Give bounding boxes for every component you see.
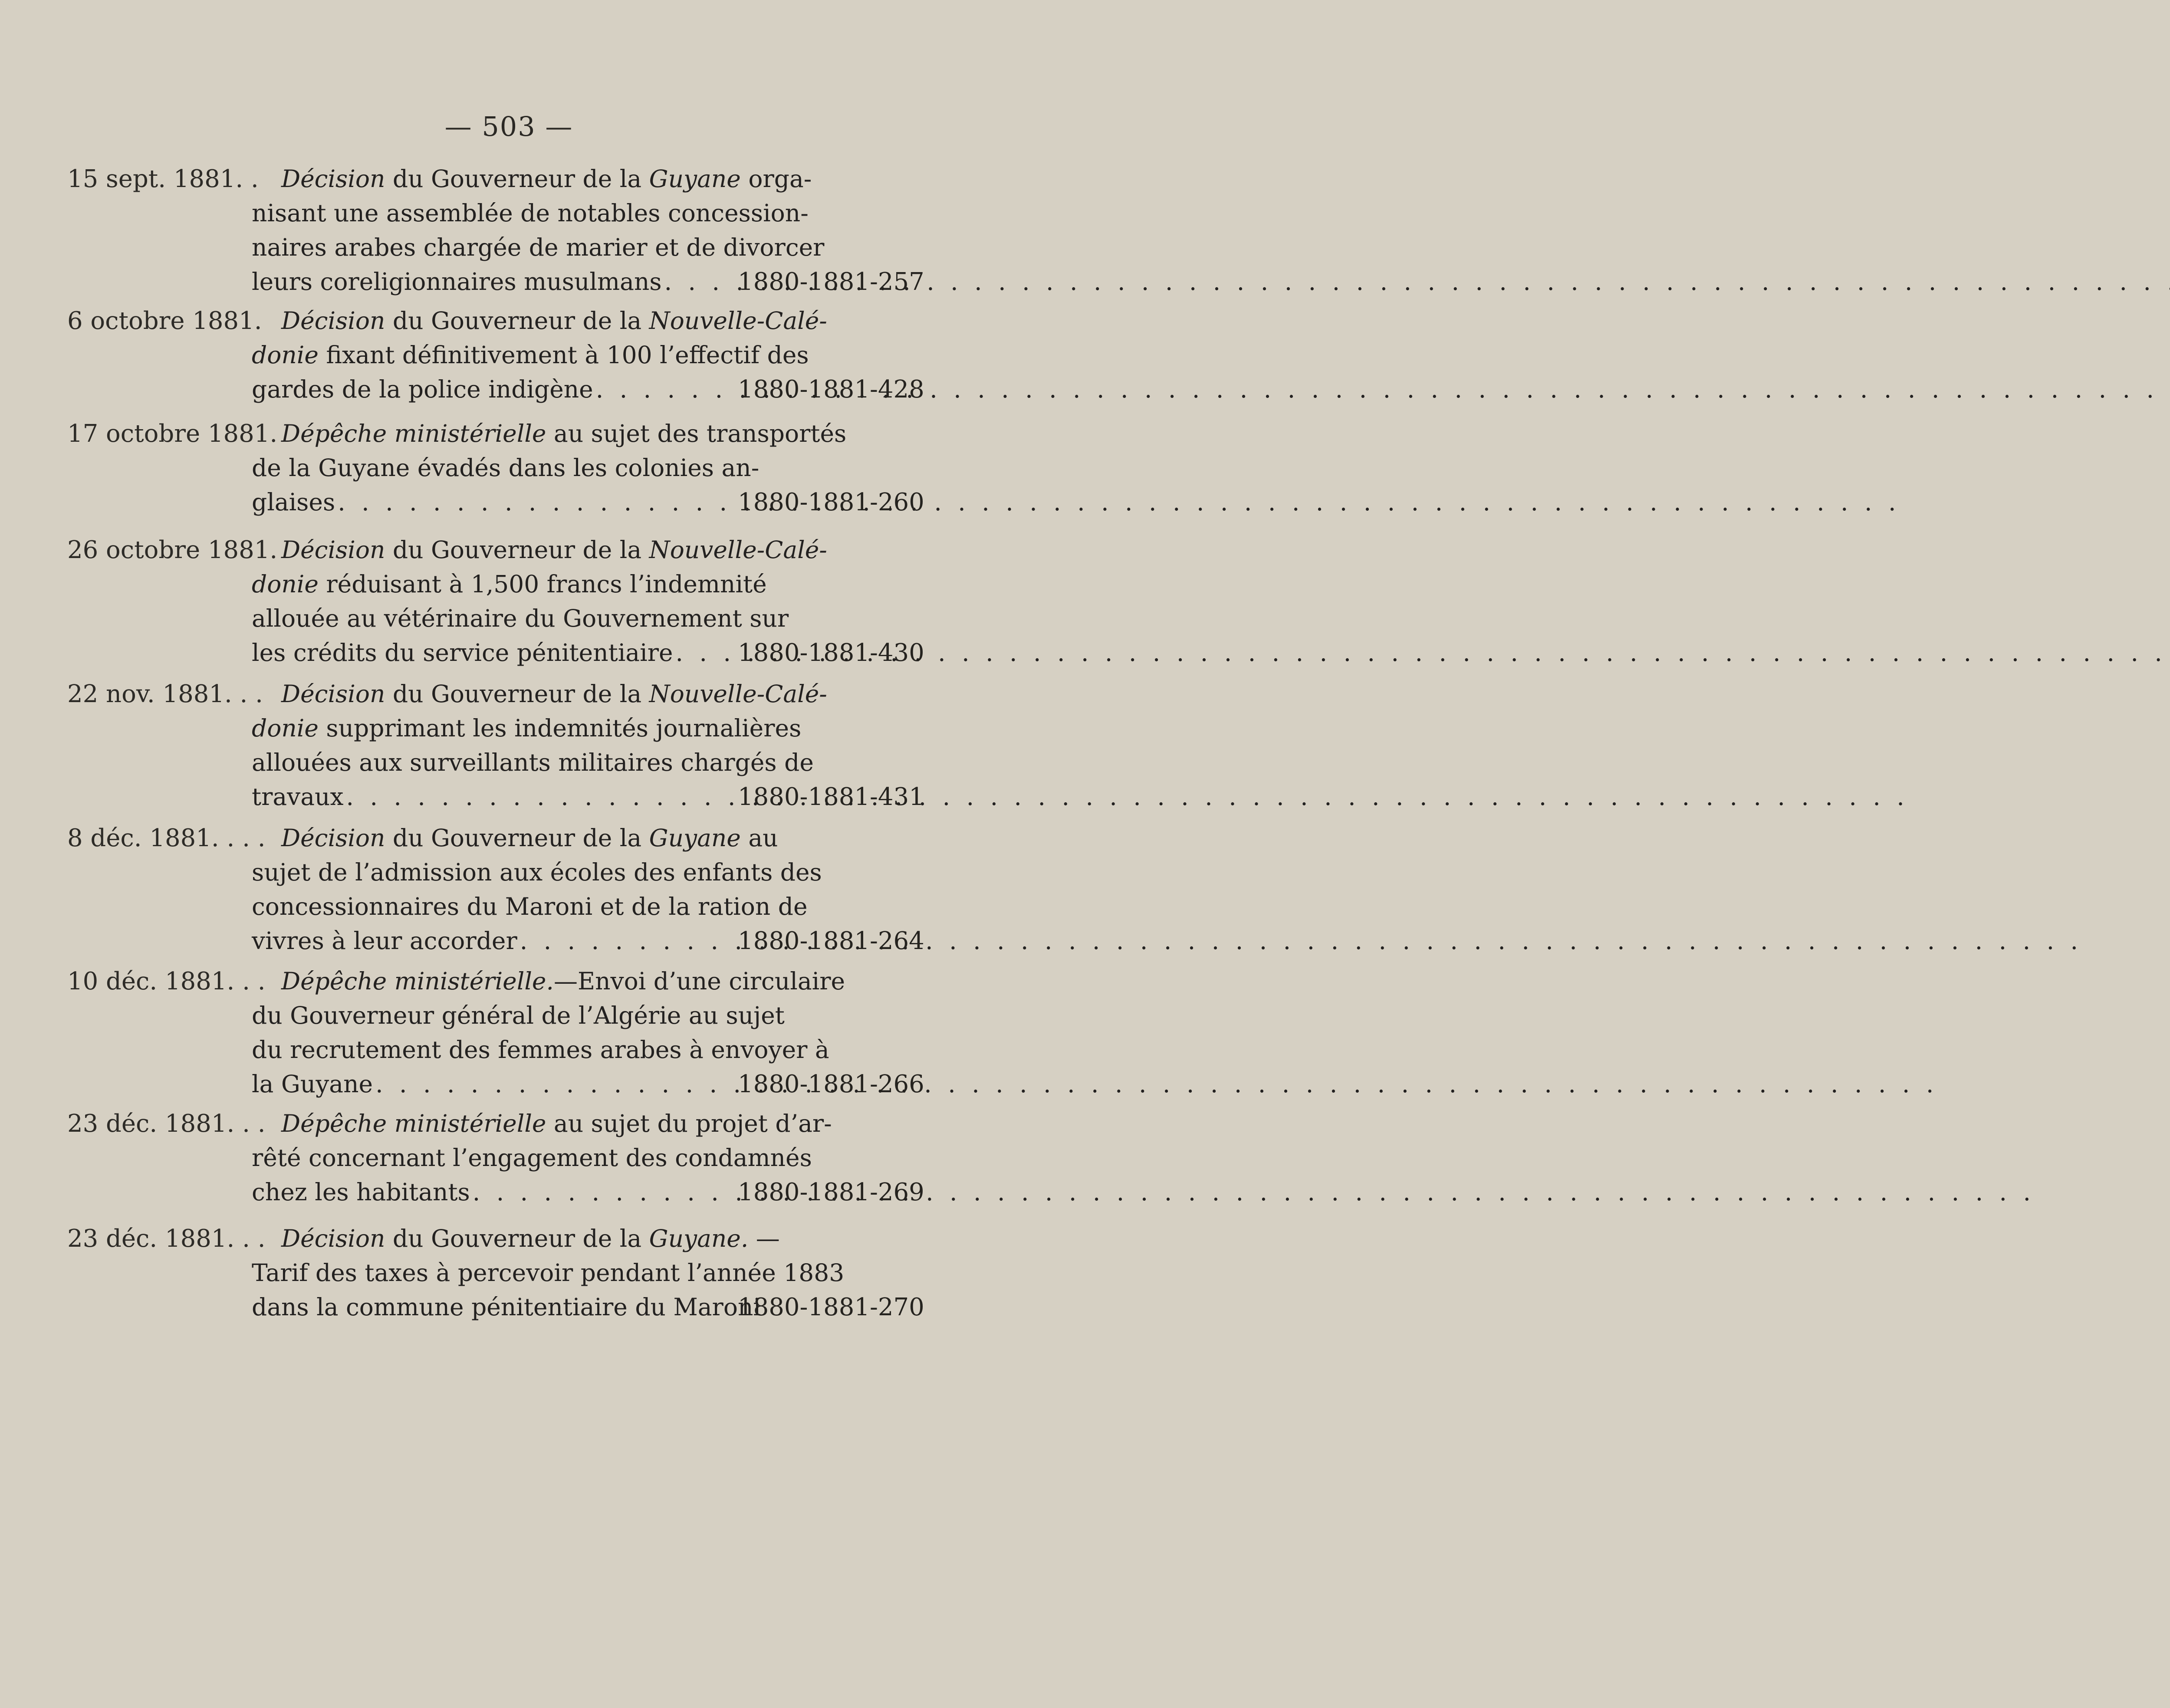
text-run: gardes de la police indigène: [252, 375, 593, 403]
entry-date: 26 octobre 1881.: [67, 536, 278, 564]
text-run: les crédits du service pénitentiaire: [252, 639, 673, 667]
text-run: de la Guyane évadés dans les colonies an-: [252, 454, 760, 482]
entries-list: [0, 0, 1018, 1708]
entry-date: 6 octobre 1881.: [67, 307, 262, 335]
dot-leader: [375, 1067, 1938, 1101]
text-run: travaux: [252, 783, 344, 811]
text-run: au: [740, 824, 778, 852]
text-run: concessionnaires du Maroni et de la ration de: [252, 893, 808, 920]
description-line: [252, 1033, 829, 1067]
dot-leader: [346, 780, 1909, 814]
description-line: [252, 1256, 845, 1290]
description-line: [252, 821, 778, 855]
text-run: rêté concernant l’engagement des condamnés: [252, 1144, 812, 1172]
text-run: dans la commune pénitentiaire du Maroni: [252, 1293, 761, 1321]
italic-text: donie: [252, 570, 319, 598]
description-line: [252, 890, 808, 924]
italic-text: Guyane.: [649, 1225, 749, 1252]
description-line: [252, 162, 812, 196]
description-line: [252, 1141, 812, 1175]
text-run: réduisant à 1,500 francs l’indemnité: [318, 570, 767, 598]
description-line: [252, 601, 789, 636]
text-run: du Gouverneur de la: [385, 165, 649, 193]
text-run: nisant une assemblée de notables concession-: [252, 199, 809, 227]
entry-description: [252, 821, 822, 958]
text-run: naires arabes chargée de marier et de divorcer: [252, 233, 825, 261]
italic-text: Décision: [281, 536, 385, 564]
italic-text: Nouvelle-Calé-: [649, 680, 827, 708]
description-line: [252, 304, 827, 338]
description-line: [252, 999, 785, 1033]
entry-reference: 1880-1881-264: [738, 927, 924, 955]
text-run: orga-: [740, 165, 812, 193]
text-run: du Gouverneur général de l’Algérie au sujet: [252, 1002, 785, 1029]
text-run: fixant définitivement à 100 l’effectif des: [318, 341, 809, 369]
entry-reference: 1880-1881-431: [738, 783, 924, 811]
italic-text: Nouvelle-Calé-: [649, 307, 827, 335]
text-run: leurs coreligionnaires musulmans: [252, 268, 662, 296]
description-line: [252, 924, 729, 958]
entry-reference: 1880-1881-257: [738, 268, 924, 296]
entry-date: 23 déc. 1881. . .: [67, 1225, 266, 1253]
text-run: du Gouverneur de la: [385, 824, 649, 852]
description-line: [252, 711, 802, 746]
entry-description: [252, 162, 825, 299]
description-line: [252, 567, 767, 601]
entry-reference: 1880-1881-266: [738, 1070, 924, 1098]
italic-text: Nouvelle-Calé-: [649, 536, 827, 564]
italic-text: Décision: [281, 307, 385, 335]
italic-text: donie: [252, 714, 319, 742]
text-run: au sujet des transportés: [546, 420, 847, 447]
italic-text: Décision: [281, 824, 385, 852]
description-line: [252, 964, 845, 999]
entry-date: 8 déc. 1881. . . .: [67, 824, 266, 852]
italic-text: Décision: [281, 680, 385, 708]
description-line: [252, 338, 809, 372]
text-run: —: [748, 1225, 780, 1252]
description-line: [252, 780, 729, 814]
italic-text: Dépêche ministérielle: [281, 420, 546, 447]
italic-text: Dépêche ministérielle: [281, 1110, 546, 1137]
entry-date: 10 déc. 1881. . .: [67, 967, 266, 995]
text-run: supprimant les indemnités journalières: [318, 714, 802, 742]
italic-text: Guyane: [649, 824, 741, 852]
text-run: chez les habitants: [252, 1178, 470, 1206]
text-run: allouée au vétérinaire du Gouvernement sur: [252, 604, 789, 632]
description-line: [252, 372, 729, 407]
description-line: [252, 746, 814, 780]
entry-description: [252, 304, 827, 407]
entry-reference: 1880-1881-270: [738, 1293, 924, 1321]
dot-leader: [338, 485, 1900, 519]
entry-date: 17 octobre 1881.: [67, 420, 278, 448]
description-line: [252, 636, 729, 670]
text-run: au sujet du projet d’ar-: [546, 1110, 832, 1137]
description-line: [252, 677, 827, 711]
text-run: —Envoi d’une circulaire: [553, 967, 845, 995]
text-run: vivres à leur accorder: [252, 927, 517, 955]
italic-text: donie: [252, 341, 319, 369]
text-run: glaises: [252, 488, 335, 516]
page-number: — 503 —: [444, 111, 573, 142]
text-run: allouées aux surveillants militaires chargés de: [252, 749, 814, 776]
dot-leader: [473, 1175, 2035, 1209]
entry-reference: 1880-1881-430: [738, 639, 924, 667]
description-line: [252, 1107, 832, 1141]
text-run: du Gouverneur de la: [385, 307, 649, 335]
description-line: [252, 855, 822, 890]
description-line: [252, 230, 825, 265]
italic-text: Décision: [281, 165, 385, 193]
entry-date: 22 nov. 1881. . .: [67, 680, 263, 708]
description-line: [252, 1222, 780, 1256]
text-run: Tarif des taxes à percevoir pendant l’année 1883: [252, 1259, 845, 1287]
description-line: [252, 451, 760, 485]
entry-reference: 1880-1881-260: [738, 488, 924, 516]
description-line: [252, 1067, 729, 1101]
entry-description: [252, 677, 827, 814]
description-line: [252, 1290, 761, 1324]
italic-text: Dépêche ministérielle.: [281, 967, 554, 995]
text-run: du recrutement des femmes arabes à envoyer à: [252, 1036, 829, 1064]
description-line: [252, 196, 809, 230]
description-line: [252, 265, 729, 299]
description-line: [252, 485, 729, 519]
entry-reference: 1880-1881-428: [738, 375, 924, 404]
text-run: la Guyane: [252, 1070, 373, 1098]
entry-date: 23 déc. 1881. . .: [67, 1110, 266, 1138]
text-run: du Gouverneur de la: [385, 536, 649, 564]
text-run: sujet de l’admission aux écoles des enfants des: [252, 858, 822, 886]
entry-reference: 1880-1881-269: [738, 1178, 924, 1206]
description-line: [252, 417, 847, 451]
description-line: [252, 533, 827, 567]
text-run: du Gouverneur de la: [385, 1225, 649, 1252]
entry-description: [252, 533, 827, 670]
italic-text: Guyane: [649, 165, 741, 193]
description-line: [252, 1175, 729, 1209]
entry-date: 15 sept. 1881. .: [67, 165, 259, 193]
italic-text: Décision: [281, 1225, 385, 1252]
text-run: du Gouverneur de la: [385, 680, 649, 708]
